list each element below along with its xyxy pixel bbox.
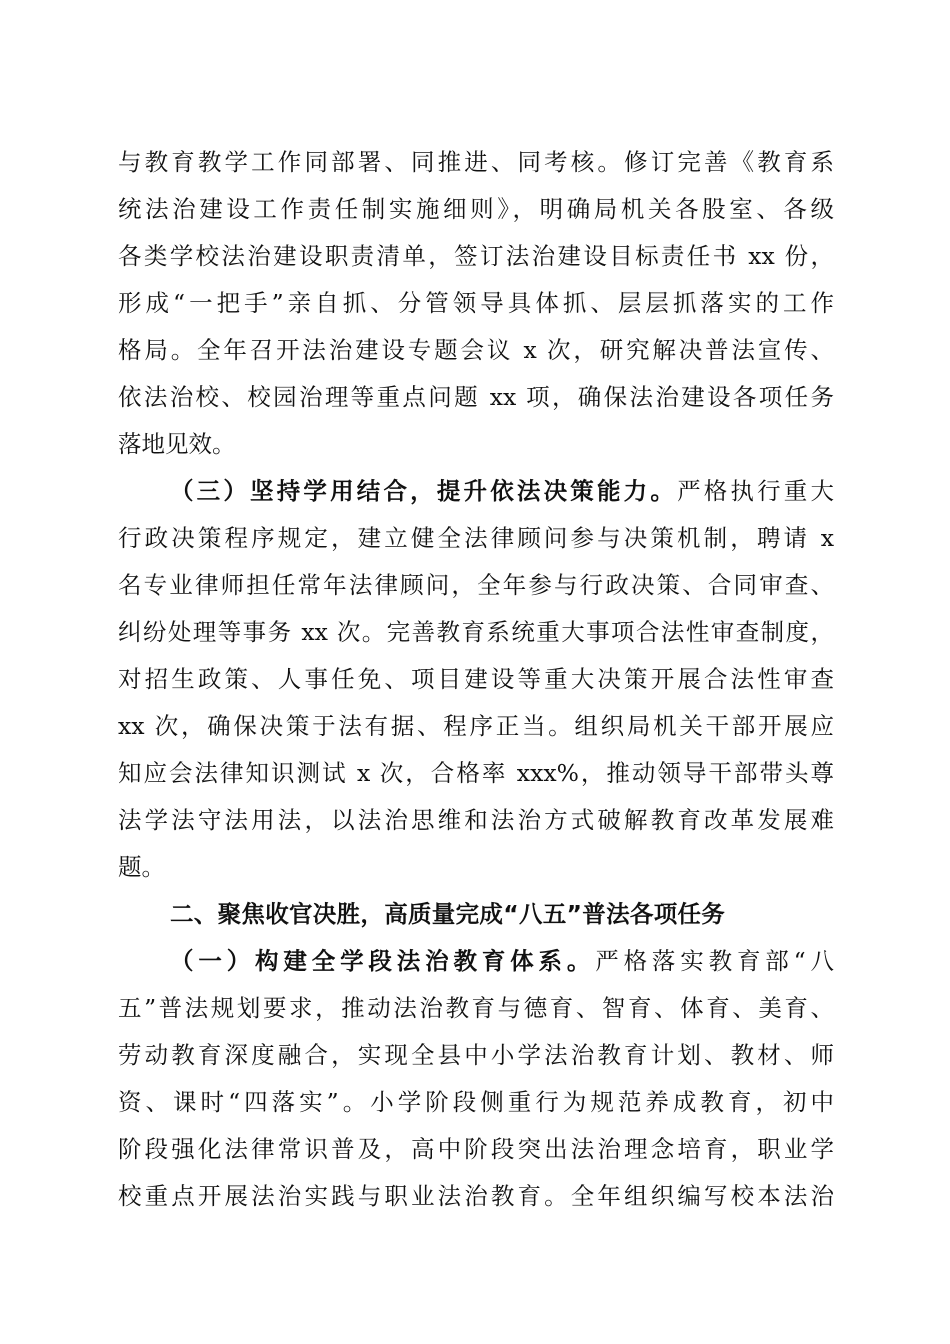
subsection-text: 严格落实教育部“八 <box>595 947 835 975</box>
paragraph-line: 法学法守法用法，以法治思维和法治方式破解教育改革发展难 <box>118 806 834 834</box>
paragraph-line: 对招生政策、人事任免、项目建设等重大决策开展合法性审查 <box>118 665 834 693</box>
paragraph-line: 校重点开展法治实践与职业法治教育。全年组织编写校本法治 <box>118 1182 834 1210</box>
paragraph-line: xx 次，确保决策于法有据、程序正当。组织局机关干部开展应 <box>118 712 834 740</box>
subsection-first-line <box>170 941 834 981</box>
paragraph-line: 统法治建设工作责任制实施细则》，明确局机关各股室、各级 <box>118 195 834 223</box>
section-heading-2: 二、聚焦收官决胜，高质量完成“八五”普法各项任务 <box>170 900 726 928</box>
paragraph-line: 依法治校、校园治理等重点问题 xx 项，确保法治建设各项任务 <box>118 383 834 411</box>
paragraph-line: 落地见效。 <box>118 430 236 458</box>
subsection-text: 严格执行重大 <box>677 477 834 505</box>
paragraph-line: 题。 <box>118 853 165 881</box>
paragraph-line: 纠纷处理等事务 xx 次。完善教育系统重大事项合法性审查制度， <box>118 618 834 646</box>
paragraph-line: 劳动教育深度融合，实现全县中小学法治教育计划、教材、师 <box>118 1041 834 1069</box>
paragraph-line: 行政决策程序规定，建立健全法律顾问参与决策机制，聘请 x <box>118 524 834 552</box>
paragraph-line: 资、课时“四落实”。小学阶段侧重行为规范养成教育，初中 <box>118 1088 834 1116</box>
subsection-title-1: （一）构建全学段法治教育体系。 <box>170 947 596 975</box>
paragraph-line: 阶段强化法律常识普及，高中阶段突出法治理念培育，职业学 <box>118 1135 834 1163</box>
paragraph-line: 形成“一把手”亲自抓、分管领导具体抓、层层抓落实的工作 <box>118 289 834 317</box>
paragraph-line: 知应会法律知识测试 x 次，合格率 xxx%，推动领导干部带头尊 <box>118 759 834 787</box>
subsection-title-3: （三）坚持学用结合，提升依法决策能力。 <box>170 477 678 505</box>
paragraph-line: 与教育教学工作同部署、同推进、同考核。修订完善《教育系 <box>118 148 834 176</box>
paragraph-line: 格局。全年召开法治建设专题会议 x 次，研究解决普法宣传、 <box>118 336 834 364</box>
subsection-first-line <box>170 471 834 511</box>
paragraph-line: 五”普法规划要求，推动法治教育与德育、智育、体育、美育、 <box>118 994 834 1022</box>
paragraph-line: 各类学校法治建设职责清单，签订法治建设目标责任书 xx 份， <box>118 242 834 270</box>
paragraph-line: 名专业律师担任常年法律顾问，全年参与行政决策、合同审查、 <box>118 571 834 599</box>
